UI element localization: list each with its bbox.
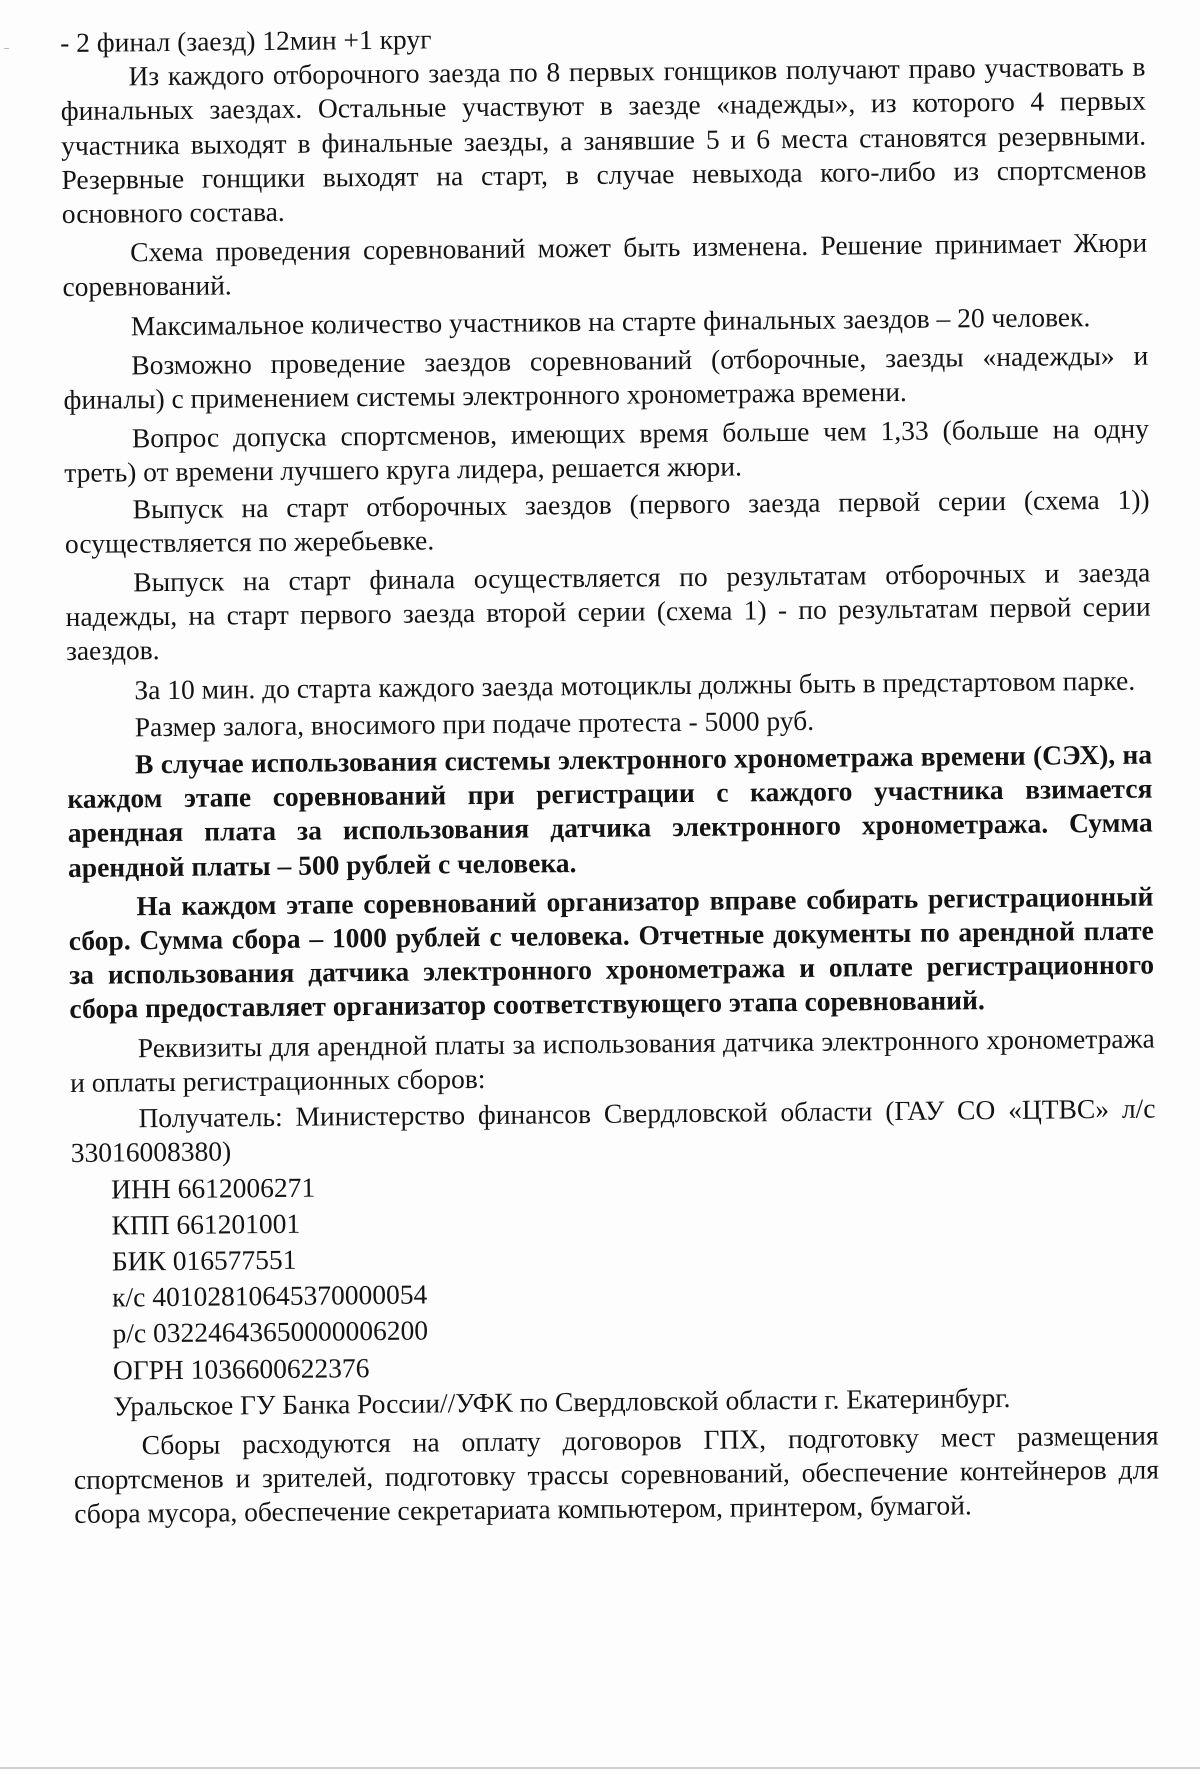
paragraph-requisites-intro: Реквизиты для арендной платы за использования датчика электронного хронометража и оплаты регистрационных сборов: [69,1022,1155,1098]
paragraph-electronic-timing: Возможно проведение заездов соревнований (отборочные, заезды «надежды» и финалы) с применением системы электронного хронометража времени. [63,339,1149,416]
paragraph-recipient: Получатель: Министерство финансов Свердловской области (ГАУ СО «ЦТВС» л/с 33016008380) [70,1092,1156,1169]
paragraph-max-participants: Максимальное количество участников на старте финальных заездов – 20 человек. [130,300,1091,341]
paragraph-fees-usage: Сборы расходуются на оплату договоров ГПХ, подготовку мест размещения спортсменов и зрителей, подготовку трассы соревнований, обеспечение контейнеров для сбора мусора, обеспечение секретариата компьютером, принтером, бумагой. [73,1419,1160,1530]
requisite-bik: БИК 016577551 [111,1243,297,1277]
requisite-bank: Уральское ГУ Банка России//УФК по Свердловской области г. Екатеринбург. [113,1381,1011,1422]
paragraph-rental-fee: В случае использования системы электронного хронометража времени (СЭХ), на каждом этапе соревнований при регистрации с каждого участника взимается арендная плата за использования датчика электронного хронометража. Сумма арендной платы – 500 рублей с человека. [67,738,1153,883]
requisite-inn: ИНН 6612006271 [111,1171,316,1205]
requisite-settlement-account: р/с 03224643650000006200 [112,1314,429,1349]
document-body [60,16,1159,1532]
paragraph-start-final: Выпуск на старт финала осуществляется по результатам отборочных и заезда надежды, на старт первого заезда второй серии (схема 1) - по результатам первой серии заездов. [65,556,1151,667]
margin-mark [4,48,9,49]
first-line: - 2 финал (заезд) 12мин +1 круг [60,23,432,58]
paragraph-scheme-change: Схема проведения соревнований может быть изменена. Решение принимает Жюри соревнований. [62,226,1148,303]
requisite-kpp: КПП 661201001 [111,1207,301,1241]
paragraph-qualification: Из каждого отборочного заезда по 8 первых гонщиков получают право участвовать в финальных заездах. Остальные участвуют в заезде «надежды», из которого 4 первых участника выходят в финальные заезды, а занявшие 5 и 6 места становятся резервными. Резервные гонщики выходят на старт, в случае невыхода кого-либо из спортсменов основного состава. [60,50,1147,230]
requisites-list [71,1162,1158,1424]
requisite-ogrn: ОГРН 1036600622376 [112,1351,370,1386]
requisite-correspondent-account: к/с 40102810645370000054 [112,1278,428,1313]
paragraph-admission: Вопрос допуска спортсменов, имеющих время больше чем 1,33 (больше на одну треть) от времени лучшего круга лидера, решается жюри. [64,412,1150,489]
paragraph-protest-deposit: Размер залога, вносимого при подаче протеста - 5000 руб. [134,704,815,743]
scan-edge-line [0,1767,1200,1769]
paragraph-pre-start-park: За 10 мин. до старта каждого заезда мотоциклы должны быть в предстартовом парке. [134,664,1136,705]
paragraph-start-qualifying: Выпуск на старт отборочных заездов (первого заезда первой серии (схема 1)) осуществляется по жеребьевке. [64,483,1150,559]
paragraph-registration-fee: На каждом этапе соревнований организатор вправе собирать регистрационный сбор. Сумма сбора – 1000 рублей с человека. Отчетные документы по арендной плате за использования датчика электронного хронометража и оплате регистрационного сбора предоставляет организатор соответствующего этапа соревнований. [68,880,1155,1025]
